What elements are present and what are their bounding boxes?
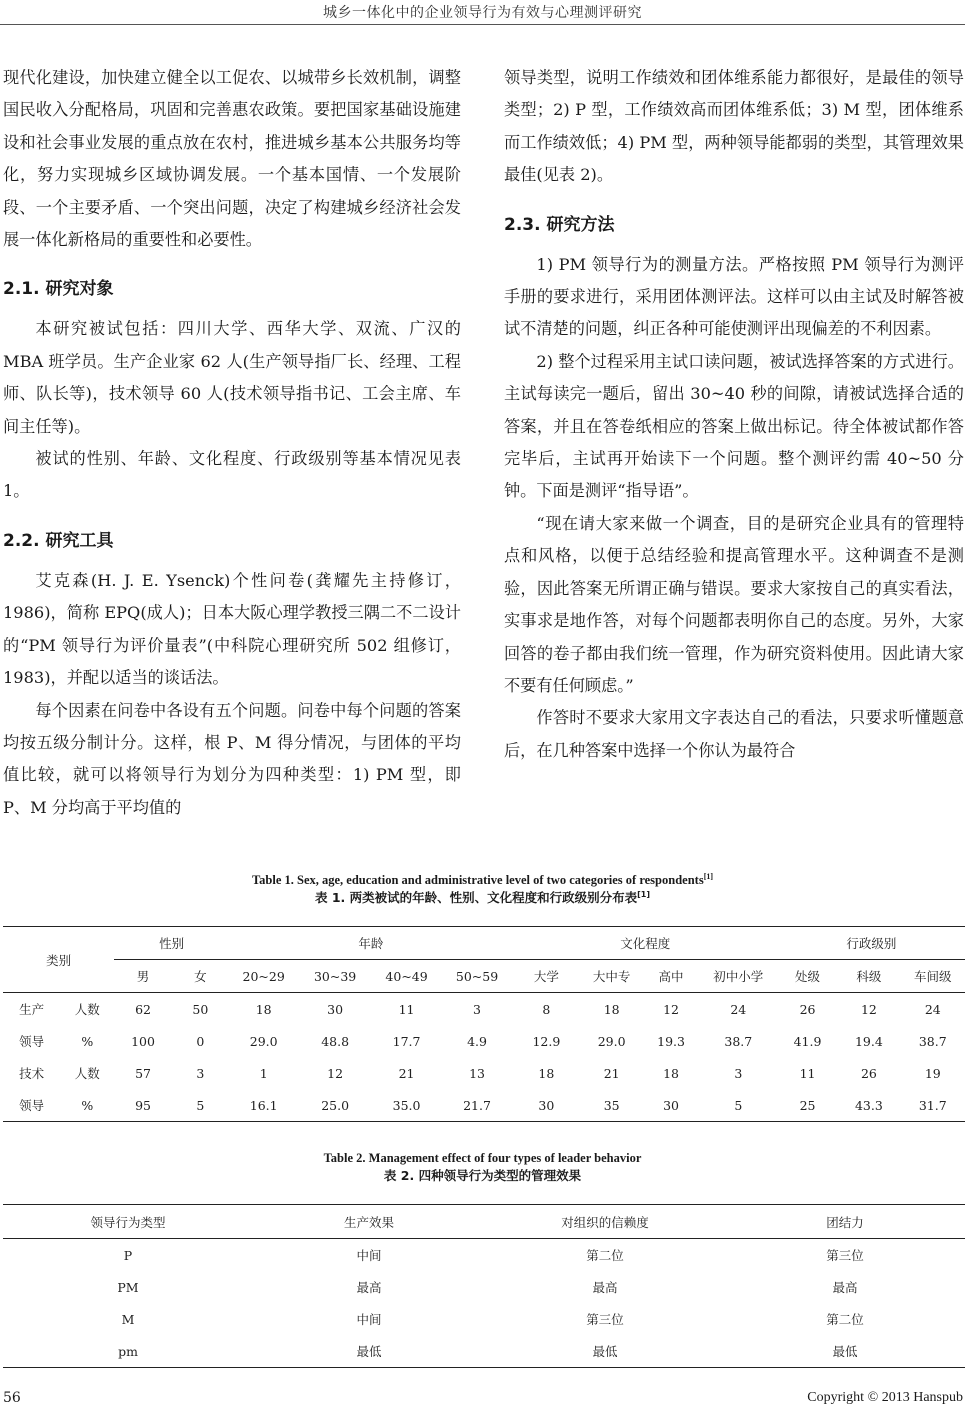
table1-cell: 29.0	[597, 1033, 626, 1049]
table1-cell: 38.7	[724, 1033, 753, 1049]
table1-cell: 25	[799, 1097, 816, 1113]
table2-column-header: 对组织的信赖度	[485, 1205, 725, 1239]
table1-cell: 24	[924, 1001, 941, 1017]
paragraph-2-3-c: “现在请大家来做一个调查，目的是研究企业具有的管理特点和风格，以便于总结经验和提高管理水平。这种调查不是测验，因此答案无所谓正确与错误。要求大家按自己的真实看法，实事求是地作答，对每个问题都表明你自己的态度。另外，大家回答的卷子都由我们统一管理，作为研究资料使用。因此请大家不要有任何顾虑。”	[504, 513, 964, 695]
table1-row-category: 领导	[19, 1034, 45, 1049]
running-title: 城乡一体化中的企业领导行为有效与心理测评研究	[323, 5, 642, 21]
table1-cell: 30	[663, 1097, 680, 1113]
header-rule	[0, 24, 965, 25]
paragraph-2-3-d: 作答时不要求大家用文字表达自己的看法，只要求听懂题意后，在几种答案中选择一个你认为最符合	[504, 708, 964, 760]
copyright-notice: Copyright © 2013 Hanspub	[807, 1390, 963, 1405]
table1-row-category: 技术	[19, 1066, 45, 1081]
table1-cell: 35.0	[392, 1097, 421, 1113]
table2-column-header: 生产效果	[253, 1205, 485, 1239]
table1-cell: 12.9	[532, 1033, 561, 1049]
table1-cell: 11	[398, 1001, 415, 1017]
table2-cell: 第二位	[826, 1312, 864, 1327]
table1-cell: 62	[135, 1001, 151, 1017]
table2-row	[3, 1335, 965, 1368]
table1-cell: 16.1	[249, 1097, 278, 1113]
table1-cell: 19.4	[854, 1033, 883, 1049]
table1-cell: 24	[730, 1001, 747, 1017]
table2-cell: 第三位	[586, 1312, 624, 1327]
table1-row-unit: 人数	[74, 1066, 100, 1081]
table1-row-unit: %	[81, 1097, 94, 1113]
table1-caption	[0, 872, 965, 906]
table1-cell: 50	[192, 1001, 209, 1017]
table1-ref-zh: [1]	[637, 889, 651, 899]
table1-cell: 11	[799, 1065, 816, 1081]
table1-column-header: 处级	[778, 960, 837, 993]
table1-ref-en: [1]	[703, 871, 714, 881]
right-column	[504, 62, 964, 767]
table2-cell: 最高	[356, 1280, 382, 1295]
table1-column-header: 男	[114, 960, 171, 993]
table2-cell: 最低	[356, 1344, 382, 1359]
table2-caption-zh: 表 2. 四种领导行为类型的管理效果	[383, 1168, 582, 1183]
table1-cell: 8	[542, 1001, 551, 1017]
table1-caption-en-text: Table 1. Sex, age, education and administrative level of two categories of respondents	[251, 873, 704, 887]
table1-cell: 17.7	[392, 1033, 421, 1049]
table2-cell: P	[123, 1247, 133, 1263]
table2-row	[3, 1239, 965, 1272]
table1-caption-en	[0, 872, 965, 889]
table1-column-header: 40~49	[372, 960, 441, 993]
paragraph-2-3-a: 1) PM 领导行为的测量方法。严格按照 PM 领导行为测评手册的要求进行，采用团体测评法。这样可以由主试及时解答被试不清楚的问题，纠正各种可能使测评出现偏差的不利因素。	[504, 254, 964, 339]
table1-column-header: 大中专	[580, 960, 643, 993]
paragraph-2-1-b: 被试的性别、年龄、文化程度、行政级别等基本情况见表 1。	[3, 449, 461, 501]
table1-cell: 19	[924, 1065, 941, 1081]
table1-cell: 1	[259, 1065, 268, 1081]
table1-cell: 100	[131, 1033, 155, 1049]
table1-row	[3, 1057, 965, 1089]
table1-cell: 0	[196, 1033, 205, 1049]
table1-cell: 26	[799, 1001, 816, 1017]
table2-cell: 最低	[592, 1344, 618, 1359]
table1-column-header: 20~29	[229, 960, 298, 993]
table1-cell: 21	[603, 1065, 620, 1081]
table2-cell: 中间	[356, 1248, 382, 1263]
table1-cell: 57	[135, 1065, 151, 1081]
table2-column-header: 领导行为类型	[3, 1205, 253, 1239]
table2-column-header: 团结力	[725, 1205, 965, 1239]
table1-cell: 21.7	[463, 1097, 491, 1113]
table2-cell: 第二位	[586, 1248, 624, 1263]
table1-group-header: 行政级别	[778, 927, 965, 960]
table1-cell: 4.9	[467, 1033, 487, 1049]
table2	[3, 1204, 965, 1368]
table1-cell: 3	[196, 1065, 205, 1081]
page-number: 56	[3, 1390, 21, 1406]
table1-corner-cell: 类别	[3, 927, 114, 993]
table1-column-header: 初中小学	[699, 960, 778, 993]
table1-cell: 18	[663, 1065, 680, 1081]
table1-row-unit: 人数	[74, 1002, 100, 1017]
table2-cell: M	[121, 1311, 135, 1327]
table1-cell: 21	[398, 1065, 415, 1081]
table1-group-header: 文化程度	[513, 927, 778, 960]
table1-column-header: 50~59	[441, 960, 512, 993]
table1-cell: 38.7	[918, 1033, 947, 1049]
table1-row	[3, 993, 965, 1026]
left-column	[3, 62, 461, 824]
section-heading-2-2: 2.2. 研究工具	[3, 530, 114, 551]
table1-cell: 12	[860, 1001, 877, 1017]
table2-caption-en: Table 2. Management effect of four types of leader behavior	[323, 1151, 642, 1165]
table1-cell: 3	[473, 1001, 481, 1017]
table1-row-unit: %	[81, 1033, 94, 1049]
table1-caption-zh	[0, 889, 965, 906]
table1-cell: 35	[603, 1097, 620, 1113]
table1-row	[3, 1025, 965, 1057]
table1-column-header: 车间级	[901, 960, 965, 993]
table1-column-header: 科级	[837, 960, 900, 993]
table1-cell: 31.7	[918, 1097, 947, 1113]
table1-cell: 48.8	[321, 1033, 350, 1049]
table1-group-header: 年龄	[229, 927, 513, 960]
table1-row-category: 生产	[19, 1002, 45, 1017]
paragraph-2-2-a: 艾克森(H. J. E. Ysenck)个性问卷(龚耀先主持修订，1986)，简称 EPQ(成人)；日本大阪心理学教授三隅二不二设计的“PM 领导行为评价量表”(中科院心理研究所 502 组修订，1983)，并配以适当的谈话法。	[3, 570, 461, 688]
table1-cell: 13	[469, 1065, 485, 1081]
table2-cell: 最低	[832, 1344, 858, 1359]
table1-column-header: 高中	[643, 960, 698, 993]
table1-cell: 12	[663, 1001, 680, 1017]
table2-cell: PM	[117, 1279, 139, 1295]
paragraph-intro: 现代化建设，加快建立健全以工促农、以城带乡长效机制，调整国民收入分配格局，巩固和完善惠农政策。要把国家基础设施建设和社会事业发展的重点放在农村，推进城乡基本公共服务均等化，努力实现城乡区域协调发展。一个基本国情、一个发展阶段、一个主要矛盾、一个突出问题，决定了构建城乡经济社会发展一体化新格局的重要性和必要性。	[3, 68, 461, 250]
table1-cell: 26	[860, 1065, 877, 1081]
table1	[3, 926, 965, 1122]
table1-row-category: 领导	[19, 1098, 45, 1113]
table2-cell: 中间	[356, 1312, 382, 1327]
table1-cell: 29.0	[249, 1033, 278, 1049]
table1-cell: 18	[538, 1065, 555, 1081]
paragraph-2-1-a: 本研究被试包括：四川大学、西华大学、双流、广汉的 MBA 班学员。生产企业家 62 人(生产领导指厂长、经理、工程师、队长等)，技术领导 60 人(技术领导指书记、工会主席、车间主任等)。	[3, 319, 461, 436]
table1-cell: 12	[327, 1065, 344, 1081]
table1-cell: 18	[255, 1001, 272, 1017]
table1-cell: 19.3	[657, 1033, 685, 1049]
paragraph-2-3-b: 2) 整个过程采用主试口读问题，被试选择答案的方式进行。主试每读完一题后，留出 30~40 秒的间隙，请被试选择合适的答案，并且在答卷纸相应的答案上做出标记。待全体被试都作答完毕后，主试再开始读下一个问题。整个测评约需 40~50 分钟。下面是测评“指导语”。	[504, 351, 964, 501]
section-heading-2-3: 2.3. 研究方法	[504, 214, 615, 235]
table1-cell: 3	[734, 1065, 743, 1081]
table1-column-header: 女	[172, 960, 229, 993]
table1-cell: 5	[196, 1097, 205, 1113]
table2-row	[3, 1303, 965, 1335]
table2-caption	[0, 1150, 965, 1184]
table2-cell: 第三位	[826, 1248, 864, 1263]
table2-cell: 最高	[832, 1280, 858, 1295]
paragraph-2-2-b: 每个因素在问卷中各设有五个问题。问卷中每个问题的答案均按五级分制计分。这样，根 P、M 得分情况，与团体的平均值比较，就可以将领导行为划分为四种类型：1) PM 型，即 P、M 分均高于平均值的	[3, 700, 461, 817]
table1-cell: 43.3	[854, 1097, 883, 1113]
table1-column-header: 30~39	[298, 960, 371, 993]
table1-cell: 5	[734, 1097, 743, 1113]
table2-cell: pm	[118, 1343, 138, 1359]
table1-cell: 95	[135, 1097, 151, 1113]
table1-row	[3, 1089, 965, 1122]
table2-cell: 最高	[592, 1280, 618, 1295]
table1-cell: 41.9	[793, 1033, 822, 1049]
section-heading-2-1: 2.1. 研究对象	[3, 279, 114, 300]
table2-row	[3, 1271, 965, 1303]
table1-group-header: 性别	[114, 927, 229, 960]
table1-caption-zh-text: 表 1. 两类被试的年龄、性别、文化程度和行政级别分布表	[314, 890, 638, 905]
table1-cell: 25.0	[321, 1097, 350, 1113]
paragraph-continued: 领导类型，说明工作绩效和团体维系能力都很好，是最佳的领导类型；2) P 型，工作绩效高而团体维系低；3) M 型，团体维系而工作绩效低；4) PM 型，两种领导能都弱的类型，其管理效果最佳(见表 2)。	[504, 68, 964, 185]
table1-cell: 30	[538, 1097, 555, 1113]
table1-cell: 30	[327, 1001, 344, 1017]
table1-cell: 18	[603, 1001, 620, 1017]
table1-column-header: 大学	[513, 960, 580, 993]
